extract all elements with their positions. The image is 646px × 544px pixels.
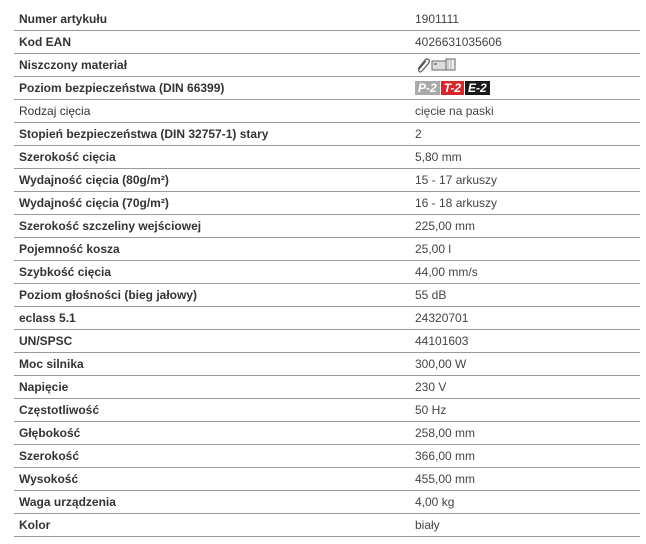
table-row xyxy=(14,399,640,422)
security-level-badge: T-2 xyxy=(441,81,464,95)
spec-label: Kolor xyxy=(19,518,51,532)
spec-label: Poziom bezpieczeństwa (DIN 66399) xyxy=(19,81,225,95)
security-level-badge: P-2 xyxy=(415,81,440,95)
spec-value: 258,00 mm xyxy=(415,426,476,440)
spec-value: 1901111 xyxy=(415,12,460,26)
table-row xyxy=(14,169,640,192)
table-row xyxy=(14,123,640,146)
table-row xyxy=(14,307,640,330)
spec-label: Wydajność cięcia (80g/m²) xyxy=(19,173,169,187)
spec-value: cięcie na paski xyxy=(415,104,494,118)
table-row xyxy=(14,376,640,399)
spec-value: 24320701 xyxy=(415,311,469,325)
spec-value: 55 dB xyxy=(415,288,447,302)
table-row xyxy=(14,353,640,376)
spec-value: 44101603 xyxy=(415,334,469,348)
table-row xyxy=(14,146,640,169)
table-row xyxy=(14,215,640,238)
spec-label: Moc silnika xyxy=(19,357,84,371)
table-row xyxy=(14,192,640,215)
table-row xyxy=(14,77,640,100)
spec-label: Szerokość cięcia xyxy=(19,150,116,164)
spec-value: 4,00 kg xyxy=(415,495,455,509)
spec-label: Stopień bezpieczeństwa (DIN 32757-1) stary xyxy=(19,127,269,141)
spec-label: Głębokość xyxy=(19,426,81,440)
spec-value: 455,00 mm xyxy=(415,472,476,486)
spec-label: Wydajność cięcia (70g/m²) xyxy=(19,196,169,210)
spec-value: biały xyxy=(415,518,440,532)
spec-value: 366,00 mm xyxy=(415,449,476,463)
spec-value: 15 - 17 arkuszy xyxy=(415,173,498,187)
table-row xyxy=(14,445,640,468)
table-row xyxy=(14,31,640,54)
spec-label: UN/SPSC xyxy=(19,334,73,348)
spec-label: Numer artykułu xyxy=(19,12,108,26)
table-row xyxy=(14,8,640,31)
spec-value: 2 xyxy=(415,127,422,141)
spec-label: Niszczony materiał xyxy=(19,58,128,72)
spec-label: eclass 5.1 xyxy=(19,311,76,325)
spec-label: Szybkość cięcia xyxy=(19,265,112,279)
table-row xyxy=(14,514,640,537)
table-row xyxy=(14,238,640,261)
spec-value: 225,00 mm xyxy=(415,219,476,233)
table-row xyxy=(14,422,640,445)
spec-table xyxy=(14,8,640,537)
table-row xyxy=(14,54,640,77)
spec-label: Kod EAN xyxy=(19,35,71,49)
table-row xyxy=(14,468,640,491)
spec-label: Częstotliwość xyxy=(19,403,100,417)
spec-label: Waga urządzenia xyxy=(19,495,116,509)
spec-label: Wysokość xyxy=(19,472,79,486)
spec-label: Poziom głośności (bieg jałowy) xyxy=(19,288,198,302)
table-row xyxy=(14,100,640,123)
spec-value: 16 - 18 arkuszy xyxy=(415,196,498,210)
spec-value: 44,00 mm/s xyxy=(415,265,478,279)
spec-label: Pojemność kosza xyxy=(19,242,120,256)
spec-value: 5,80 mm xyxy=(415,150,462,164)
paper-clip-card-icon xyxy=(415,57,457,73)
spec-value: 230 V xyxy=(415,380,447,394)
spec-label: Rodzaj cięcia xyxy=(19,104,91,118)
spec-value: 25,00 l xyxy=(415,242,452,256)
spec-value xyxy=(415,57,640,73)
spec-label: Szerokość szczeliny wejściowej xyxy=(19,219,202,233)
spec-label: Napięcie xyxy=(19,380,69,394)
table-row xyxy=(14,284,640,307)
spec-value xyxy=(415,81,640,96)
spec-label: Szerokość xyxy=(19,449,80,463)
table-row xyxy=(14,330,640,353)
spec-value: 50 Hz xyxy=(415,403,447,417)
spec-value: 4026631035606 xyxy=(415,35,502,49)
table-row xyxy=(14,491,640,514)
table-row xyxy=(14,261,640,284)
security-level-badge: E-2 xyxy=(465,81,490,95)
spec-value: 300,00 W xyxy=(415,357,467,371)
